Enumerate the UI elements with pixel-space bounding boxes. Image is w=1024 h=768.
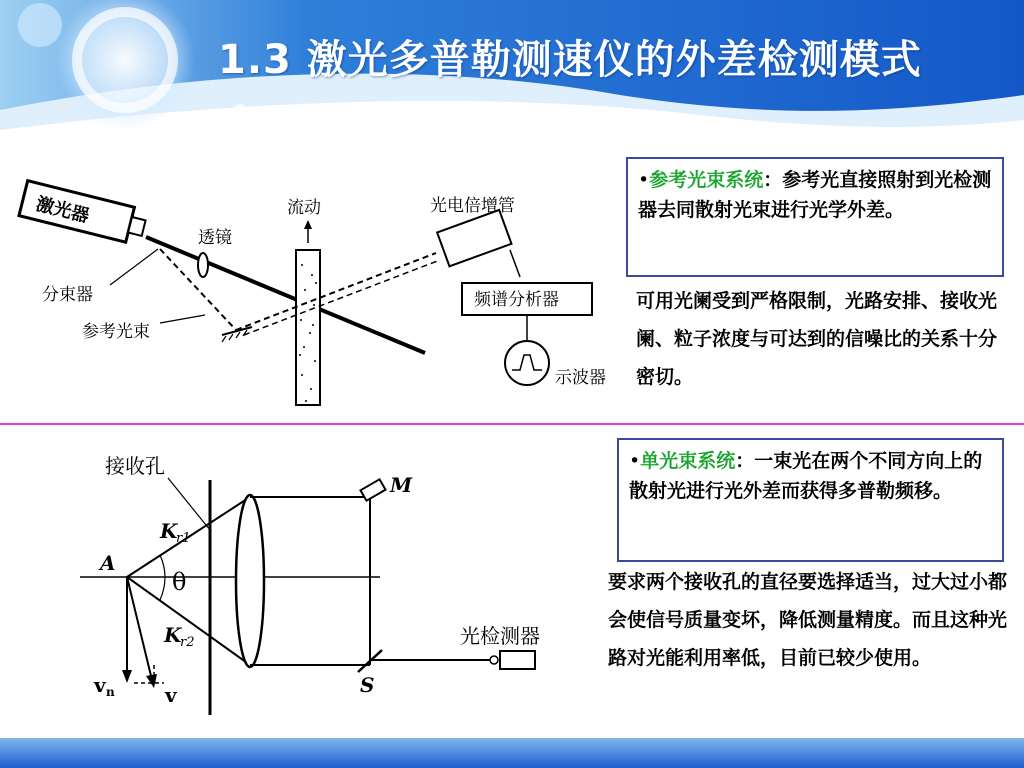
kr1-sub: r1 <box>176 531 191 546</box>
kr2-sub: r2 <box>180 635 195 650</box>
lens <box>198 253 208 277</box>
detector-box <box>500 651 535 669</box>
bullet: • <box>629 450 641 472</box>
reference-beam-title: 参考光束系统 <box>649 169 764 191</box>
collecting-lens <box>236 495 264 667</box>
scope-circle <box>505 341 549 385</box>
splitter-s-label: S <box>360 673 375 697</box>
single-beam-note: 要求两个接收孔的直径要选择适当，过大过小都会使信号质量变坏，降低测量精度。而且这种光路对光能利用率低，目前已较少使用。 <box>608 571 1008 669</box>
reference-beam-note: 可用光阑受到严格限制，光路安排、接收光阑、粒子浓度与可达到的信噪比的关系十分密切。 <box>636 290 998 388</box>
ref-beam-label: 参考光束 <box>82 322 150 342</box>
single-beam-diagram <box>60 440 600 732</box>
reference-beam-body: 参考光直接照射到光检测器去同散射光束进行光学外差。 <box>638 169 992 222</box>
aperture-label: 接收孔 <box>105 454 165 478</box>
bullet: • <box>638 169 650 191</box>
main-beam <box>146 237 425 353</box>
lens-label: 透镜 <box>198 228 232 248</box>
analyzer-label: 频谱分析器 <box>474 290 559 310</box>
reference-beam-box <box>626 157 1004 277</box>
separator: ： <box>763 169 783 191</box>
flow-label: 流动 <box>287 198 321 218</box>
splitter-label: 分束器 <box>42 285 93 305</box>
single-beam-title: 单光束系统 <box>640 450 736 472</box>
single-beam-body: 一束光在两个不同方向上的散射光进行光外差而获得多普勒频移。 <box>629 450 983 503</box>
vn-label: v <box>94 673 106 697</box>
pmt-box <box>437 210 511 266</box>
reference-beam-up <box>236 253 436 330</box>
v-label: v <box>165 683 177 707</box>
reference-beam-diagram <box>0 165 625 423</box>
header-banner <box>0 0 1024 165</box>
laser-label: 激光器 <box>33 193 92 228</box>
vn-sub: n <box>106 685 115 699</box>
footer-band <box>0 738 1024 768</box>
scope-label: 示波器 <box>555 368 606 388</box>
single-beam-box <box>617 438 1004 562</box>
kr2-k: K <box>164 623 182 647</box>
detector-label: 光检测器 <box>460 624 540 648</box>
flow-tube <box>296 250 320 405</box>
mirror-m <box>360 479 385 500</box>
section-divider <box>0 423 1024 425</box>
point-a-label: A <box>100 551 116 575</box>
mirror-label: M <box>390 473 413 497</box>
laser-box <box>19 181 148 246</box>
page-title: 1.3 激光多普勒测速仪的外差检测模式 <box>218 37 922 83</box>
theta-label: θ <box>172 568 187 596</box>
kr1-k: K <box>160 519 178 543</box>
pmt-label: 光电倍增管 <box>430 196 515 216</box>
separator: ： <box>735 450 755 472</box>
